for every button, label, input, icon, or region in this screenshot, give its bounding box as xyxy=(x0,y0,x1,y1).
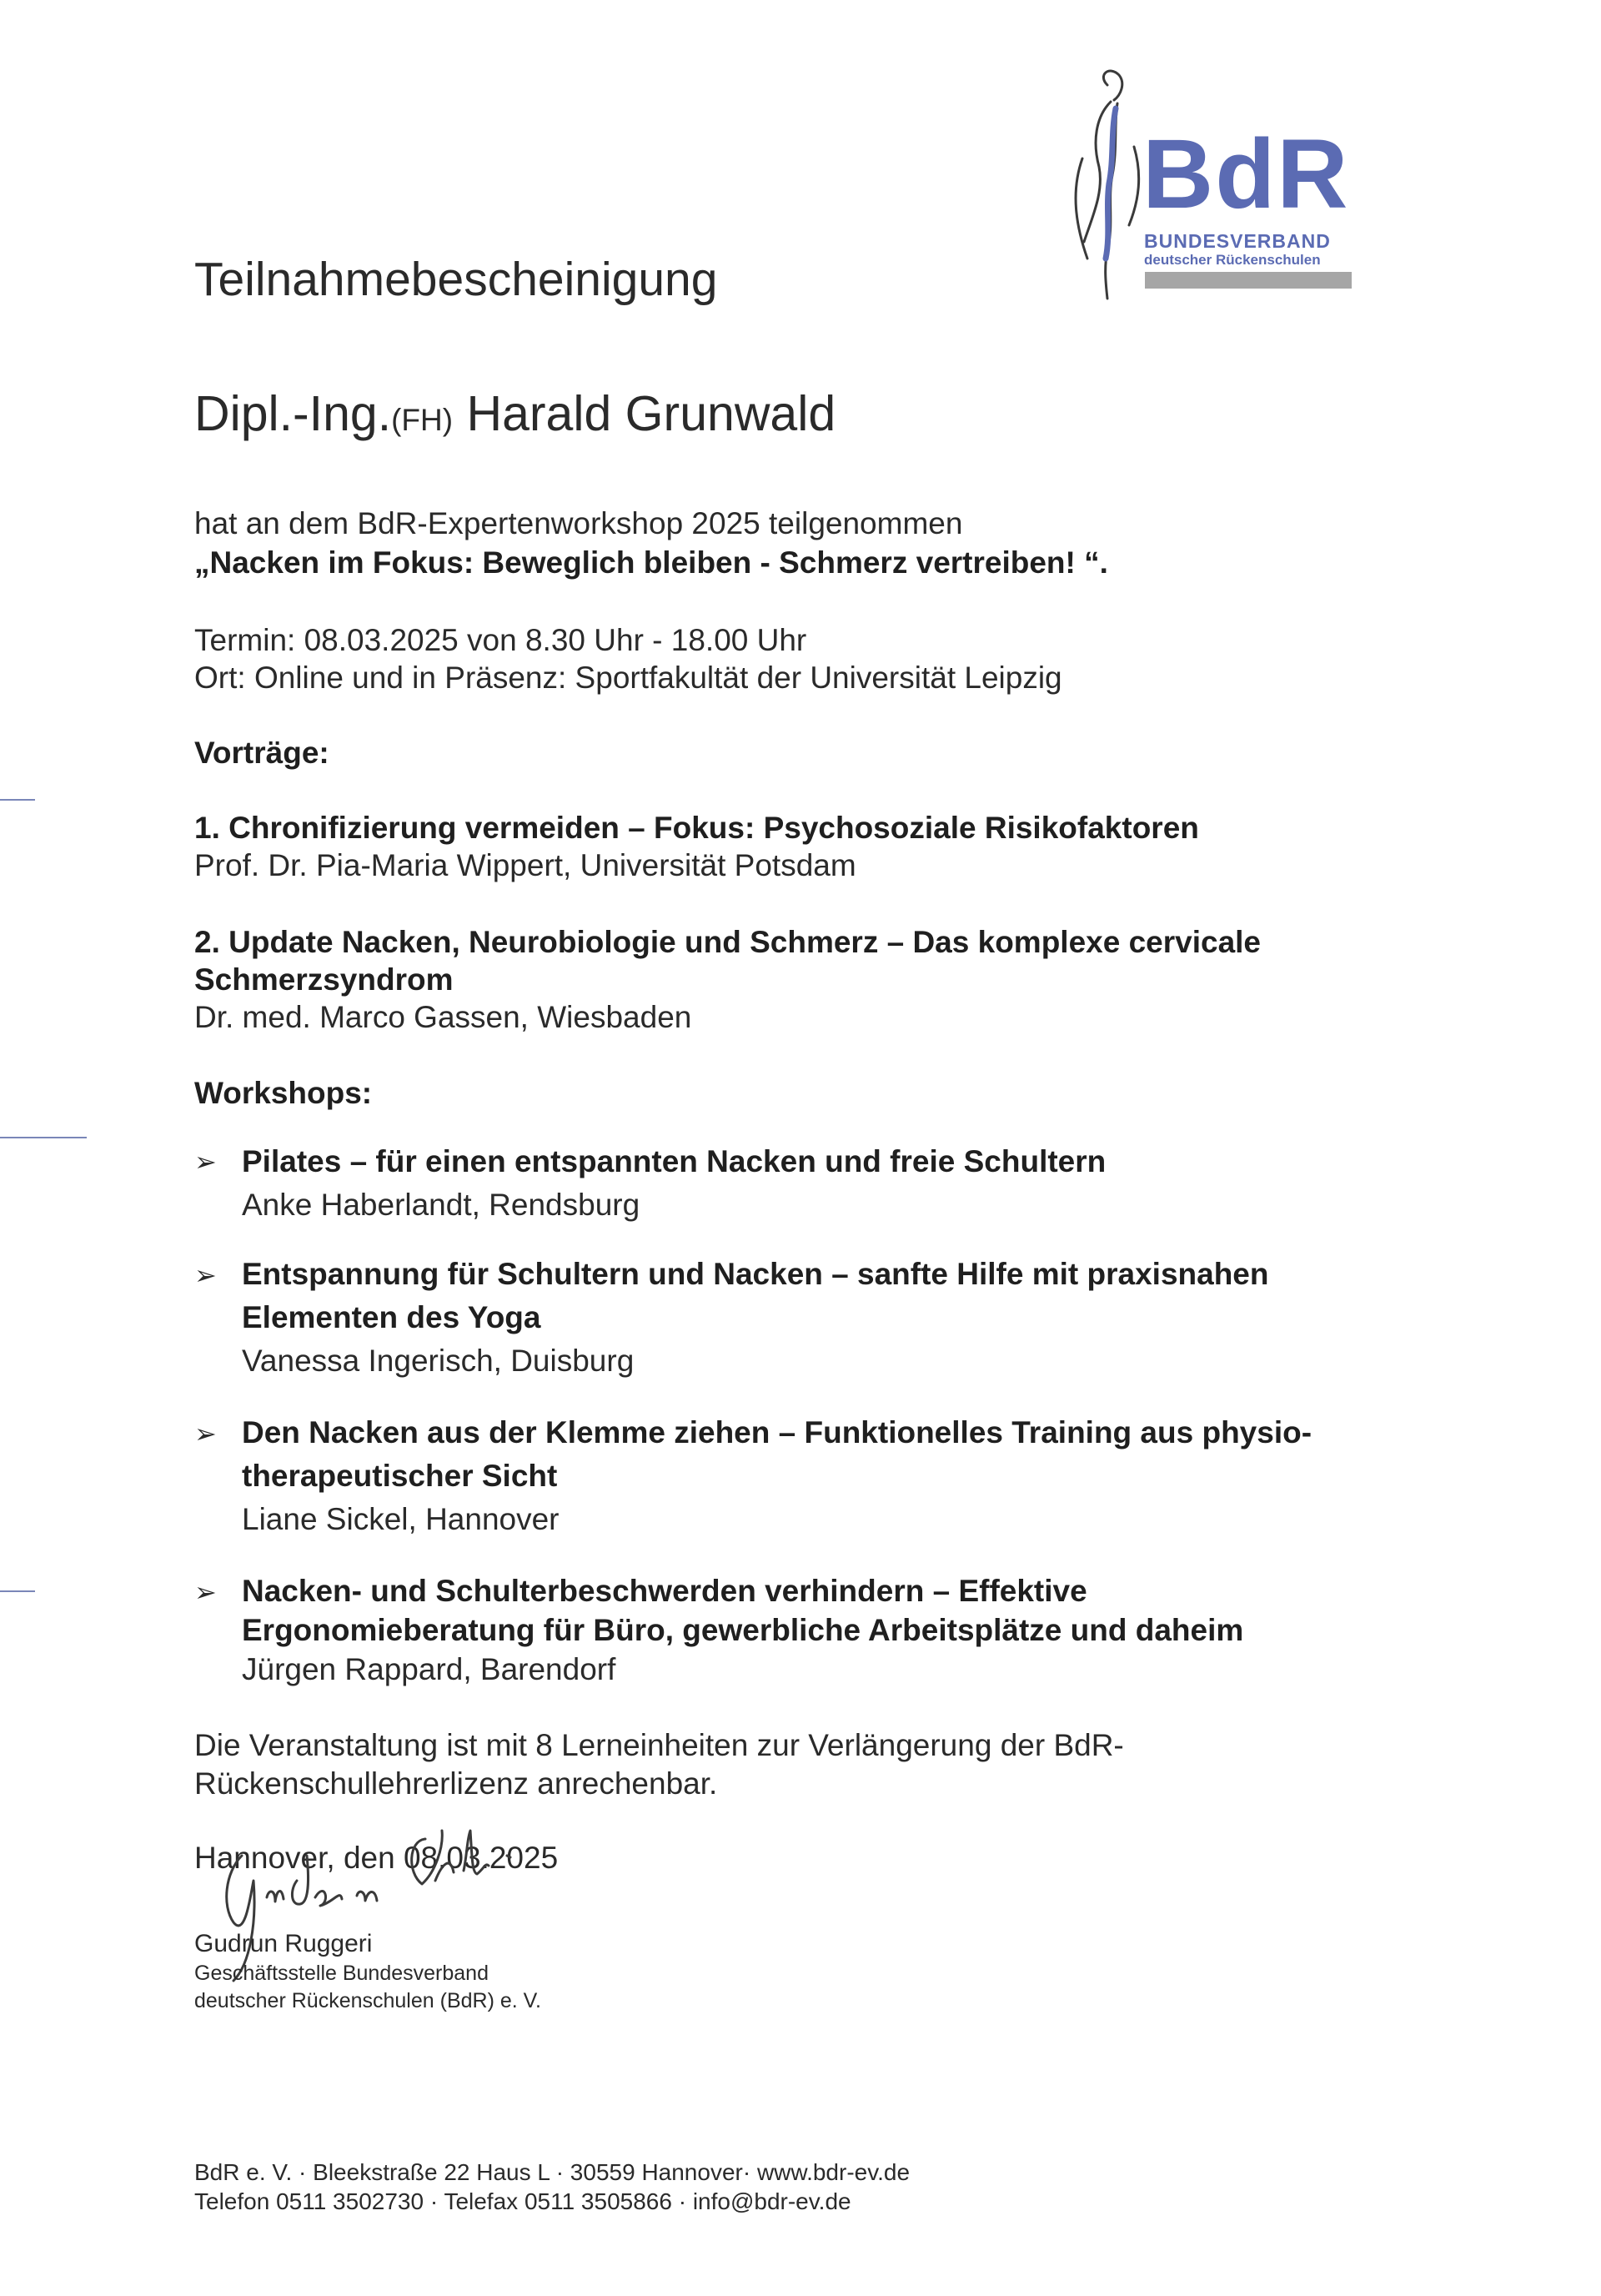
talk-2-title-2: Schmerzsyndrom xyxy=(194,962,454,997)
workshop-4-speaker: Jürgen Rappard, Barendorf xyxy=(242,1652,616,1686)
workshop-4-title-1: Nacken- und Schulterbeschwerden verhindern – Effektive xyxy=(242,1574,1087,1608)
bdr-logo xyxy=(1059,67,1359,300)
intro-line-1: hat an dem BdR-Expertenworkshop 2025 teilgenommen xyxy=(194,506,963,540)
fold-mark xyxy=(0,799,35,801)
talk-2-speaker: Dr. med. Marco Gassen, Wiesbaden xyxy=(194,1000,692,1034)
workshop-1-title: Pilates – für einen entspannten Nacken und freie Schultern xyxy=(242,1144,1107,1178)
workshop-2-speaker: Vanessa Ingerisch, Duisburg xyxy=(242,1344,635,1378)
bullet-arrow-icon: ➢ xyxy=(194,1577,217,1607)
intro-line-2: „Nacken im Fokus: Beweglich bleiben - Schmerz vertreiben! “. xyxy=(194,545,1108,580)
spine-figure-icon xyxy=(1059,67,1151,300)
bullet-arrow-icon: ➢ xyxy=(194,1147,217,1177)
workshop-3-speaker: Liane Sickel, Hannover xyxy=(242,1502,560,1536)
punch-mark xyxy=(0,1137,87,1138)
fold-mark xyxy=(0,1590,35,1592)
logo-bar xyxy=(1145,272,1352,289)
footer-address: BdR e. V. · Bleekstraße 22 Haus L · 30559 Hannover· www.bdr-ev.de xyxy=(194,2159,911,2185)
footer-contact: Telefon 0511 3502730 · Telefax 0511 3505866 · info@bdr-ev.de xyxy=(194,2188,851,2214)
bullet-arrow-icon: ➢ xyxy=(194,1419,217,1449)
credit-line-1: Die Veranstaltung ist mit 8 Lerneinheiten zur Verlängerung der BdR- xyxy=(194,1728,1124,1762)
logo-line-1: BUNDESVERBAND xyxy=(1144,230,1331,252)
signer-role-1: Geschäftsstelle Bundesverband xyxy=(194,1962,489,1985)
place-date: Hannover, den 08.03.2025 xyxy=(194,1841,559,1875)
talk-1-title: 1. Chronifizierung vermeiden – Fokus: Psychosoziale Risikofaktoren xyxy=(194,811,1199,845)
event-location: Ort: Online und in Präsenz: Sportfakultät der Universität Leipzig xyxy=(194,661,1062,695)
recipient-degree: Dipl.-Ing. xyxy=(194,386,392,441)
workshop-3-title-2: therapeutischer Sicht xyxy=(242,1459,558,1493)
signer-role-2: deutscher Rückenschulen (BdR) e. V. xyxy=(194,1989,541,2012)
logo-line-2: deutscher Rückenschulen xyxy=(1144,252,1321,268)
workshops-heading: Workshops: xyxy=(194,1076,373,1110)
credit-line-2: Rückenschullehrerlizenz anrechenbar. xyxy=(194,1766,718,1801)
workshop-2-title-1: Entspannung für Schultern und Nacken – sanfte Hilfe mit praxisnahen xyxy=(242,1257,1269,1291)
recipient-name-line xyxy=(194,385,836,442)
talk-1-speaker: Prof. Dr. Pia-Maria Wippert, Universität Potsdam xyxy=(194,848,856,882)
talk-2-title-1: 2. Update Nacken, Neurobiologie und Schmerz – Das komplexe cervicale xyxy=(194,925,1262,959)
signer-name: Gudrun Ruggeri xyxy=(194,1930,373,1957)
workshop-3-title-1: Den Nacken aus der Klemme ziehen – Funktionelles Training aus physio- xyxy=(242,1415,1312,1449)
talks-heading: Vorträge: xyxy=(194,736,329,770)
workshop-2-title-2: Elementen des Yoga xyxy=(242,1300,541,1334)
recipient-name: Harald Grunwald xyxy=(466,386,836,441)
event-date: Termin: 08.03.2025 von 8.30 Uhr - 18.00 Uhr xyxy=(194,623,807,657)
workshop-1-speaker: Anke Haberlandt, Rendsburg xyxy=(242,1188,640,1222)
logo-wordmark: BdR xyxy=(1142,119,1350,229)
bullet-arrow-icon: ➢ xyxy=(194,1260,217,1290)
page-title: Teilnahmebescheinigung xyxy=(194,253,718,306)
recipient-degree-suffix: (FH) xyxy=(391,403,454,437)
workshop-4-title-2: Ergonomieberatung für Büro, gewerbliche Arbeitsplätze und daheim xyxy=(242,1613,1244,1647)
